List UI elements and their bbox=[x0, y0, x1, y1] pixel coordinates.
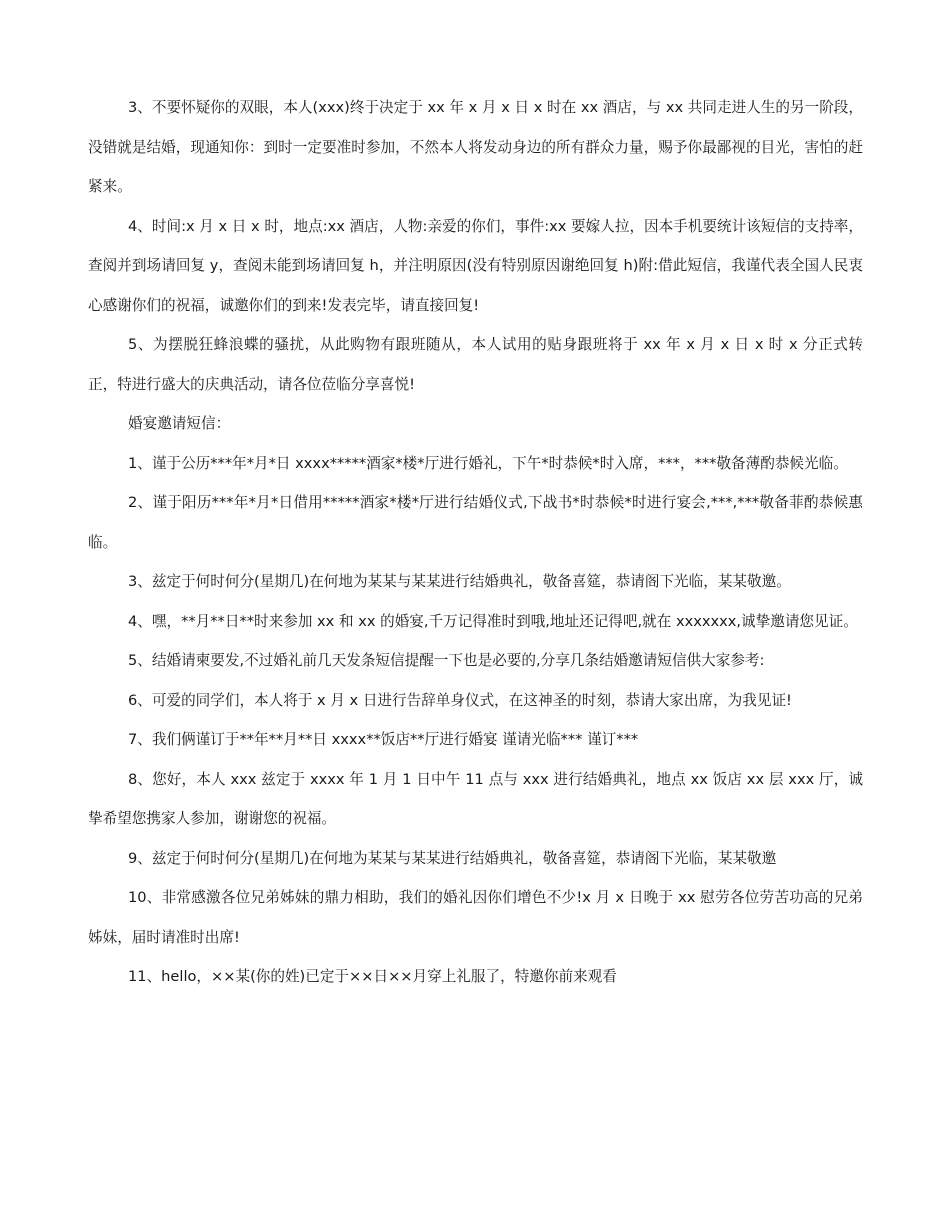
paragraph-invite-8: 8、您好，本人 xxx 兹定于 xxxx 年 1 月 1 日中午 11 点与 xxx 进行结婚典礼，地点 xx 饭店 xx 层 xxx 厅，诚挚希望您携家人参加，谢谢您的祝福。 bbox=[88, 770, 863, 827]
paragraph-3-doubt: 3、不要怀疑你的双眼，本人(xxx)终于决定于 xx 年 x 月 x 日 x 时在 xx 酒店，与 xx 共同走进人生的另一阶段，没错就是结婚，现通知你：到时一定要准时参加，不然本人将发动身边的所有群众力量，赐予你最鄙视的目光，害怕的赶紧来。 bbox=[88, 99, 863, 195]
paragraph-invite-2: 2、谨于阳历***年*月*日借用*****酒家*楼*厅进行结婚仪式,下战书*时恭候*时进行宴会,***,***敬备菲酌恭候惠临。 bbox=[88, 494, 863, 551]
section-heading-wedding-sms: 婚宴邀请短信： bbox=[128, 415, 231, 432]
paragraph-invite-3: 3、兹定于何时何分(星期几)在何地为某某与某某进行结婚典礼，敬备喜筵，恭请阁下光临，某某敬邀。 bbox=[128, 573, 791, 590]
paragraph-invite-1: 1、谨于公历***年*月*日 xxxx*****酒家*楼*厅进行婚礼，下午*时恭候*时入席，***，***敬备薄酌恭候光临。 bbox=[128, 454, 848, 472]
paragraph-invite-7: 7、我们俩谨订于**年**月**日 xxxx**饭店**厅进行婚宴 谨请光临*** 谨订*** bbox=[128, 731, 639, 748]
paragraph-invite-11: 11、hello，××某(你的姓)已定于××日××月穿上礼服了，特邀你前来观看 bbox=[128, 968, 617, 985]
document-body bbox=[88, 88, 863, 997]
paragraph-invite-6: 6、可爱的同学们，本人将于 x 月 x 日进行告辞单身仪式，在这神圣的时刻，恭请大家出席，为我见证! bbox=[128, 691, 792, 709]
paragraph-4-time-place: 4、时间:x 月 x 日 x 时，地点:xx 酒店，人物:亲爱的你们，事件:xx 要嫁人拉，因本手机要统计该短信的支持率，查阅并到场请回复 y，查阅未能到场请回复 h，并注明原因(没有特别原因谢绝回复 h)附:借此短信，我谨代表全国人民衷心感谢你们的祝福，诚邀你们的到来!发表完毕，请直接回复! bbox=[88, 217, 863, 314]
paragraph-invite-9: 9、兹定于何时何分(星期几)在何地为某某与某某进行结婚典礼，敬备喜筵，恭请阁下光临，某某敬邀 bbox=[128, 849, 777, 867]
paragraph-5-bodyguard: 5、为摆脱狂蜂浪蝶的骚扰，从此购物有跟班随从，本人试用的贴身跟班将于 xx 年 x 月 x 日 x 时 x 分正式转正，特进行盛大的庆典活动，请各位莅临分享喜悦! bbox=[88, 336, 863, 393]
paragraph-invite-4: 4、嘿，**月**日**时来参加 xx 和 xx 的婚宴,千万记得准时到哦,地址还记得吧,就在 xxxxxxx,诚挚邀请您见证。 bbox=[128, 612, 858, 630]
paragraph-invite-10: 10、非常感激各位兄弟姊妹的鼎力相助，我们的婚礼因你们增色不少!x 月 x 日晚于 xx 慰劳各位劳苦功高的兄弟姊妹，届时请准时出席! bbox=[88, 889, 863, 946]
paragraph-invite-5: 5、结婚请柬要发,不过婚礼前几天发条短信提醒一下也是必要的,分享几条结婚邀请短信供大家参考: bbox=[128, 652, 765, 669]
